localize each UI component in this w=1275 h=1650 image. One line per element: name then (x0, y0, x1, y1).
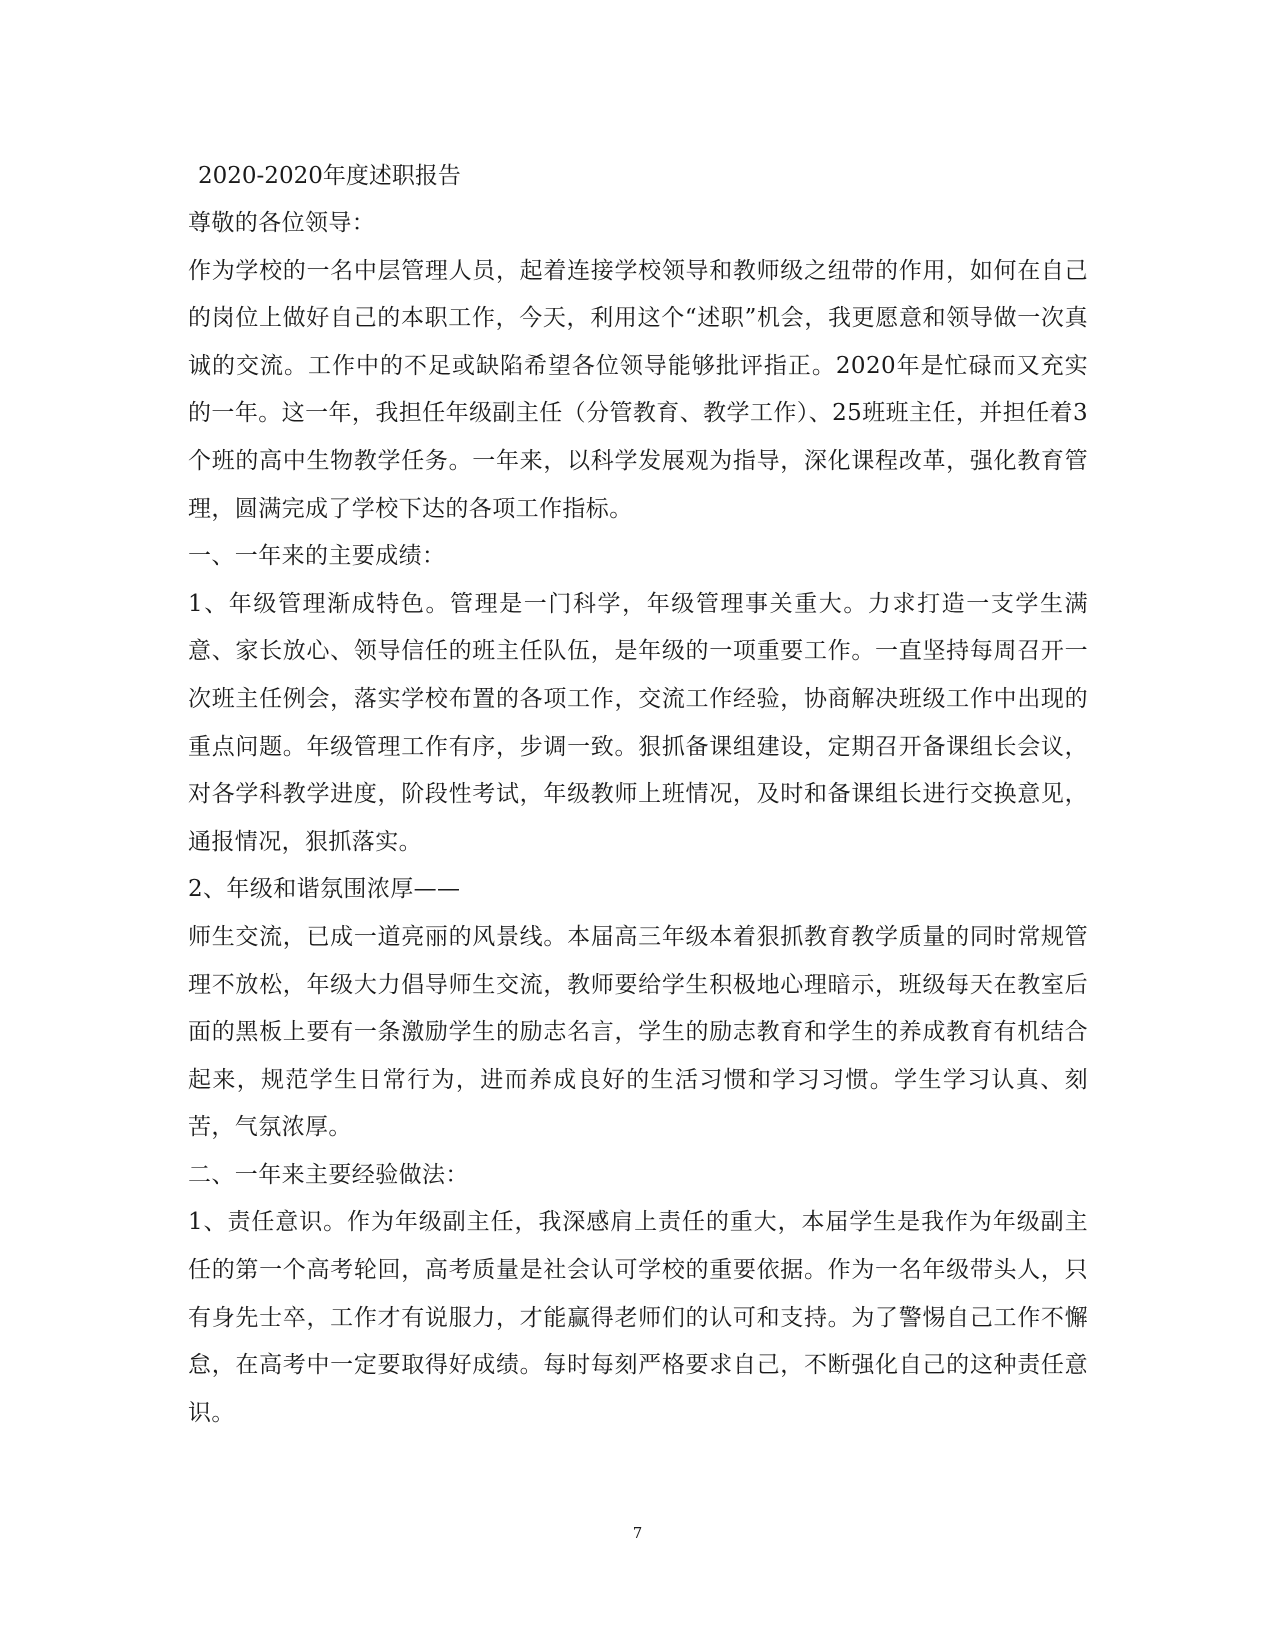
section-heading-achievements: 一、一年来的主要成绩： (188, 543, 446, 570)
achievement-heading-2: 2、年级和谐氛围浓厚—— (188, 876, 461, 903)
achievement-paragraph-1: 1、年级管理渐成特色。管理是一门科学，年级管理事关重大。力求打造一支学生满意、家长放心、领导信任的班主任队伍，是年级的一项重要工作。一直坚持每周召开一次班主任例会，落实学校布置的各项工作，交流工作经验，协商解决班级工作中出现的重点问题。年级管理工作有序，步调一致。狠抓备课组建设，定期召开备课组长会议，对各学科教学进度，阶段性考试，年级教师上班情况，及时和备课组长进行交换意见，通报情况，狠抓落实。 (188, 590, 1088, 855)
section-heading-experience: 二、一年来主要经验做法： (188, 1161, 469, 1188)
page-number: 7 (632, 1524, 643, 1542)
intro-paragraph: 作为学校的一名中层管理人员，起着连接学校领导和教师级之纽带的作用，如何在自己的岗位上做好自己的本职工作，今天，利用这个“述职”机会，我更愿意和领导做一次真诚的交流。工作中的不足或缺陷希望各位领导能够批评指正。2020年是忙碌而又充实的一年。这一年，我担任年级副主任（分管教育、教学工作）、25班班主任，并担任着3个班的高中生物教学任务。一年来，以科学发展观为指导，深化课程改革，强化教育管理，圆满完成了学校下达的各项工作指标。 (188, 257, 1088, 522)
salutation: 尊敬的各位领导： (188, 210, 376, 236)
document-title: 2020-2020年度述职报告 (198, 163, 461, 189)
achievement-paragraph-2: 师生交流，已成一道亮丽的风景线。本届高三年级本着狠抓教育教学质量的同时常规管理不放松，年级大力倡导师生交流，教师要给学生积极地心理暗示，班级每天在教室后面的黑板上要有一条激励学生的励志名言，学生的励志教育和学生的养成教育有机结合起来，规范学生日常行为，进而养成良好的生活习惯和学习习惯。学生学习认真、刻苦，气氛浓厚。 (188, 923, 1088, 1141)
experience-paragraph-1: 1、责任意识。作为年级副主任，我深感肩上责任的重大，本届学生是我作为年级副主任的第一个高考轮回，高考质量是社会认可学校的重要依据。作为一名年级带头人，只有身先士卒，工作才有说服力，才能赢得老师们的认可和支持。为了警惕自己工作不懈怠，在高考中一定要取得好成绩。每时每刻严格要求自己，不断强化自己的这种责任意识。 (188, 1209, 1088, 1426)
document-body (188, 152, 1088, 1437)
